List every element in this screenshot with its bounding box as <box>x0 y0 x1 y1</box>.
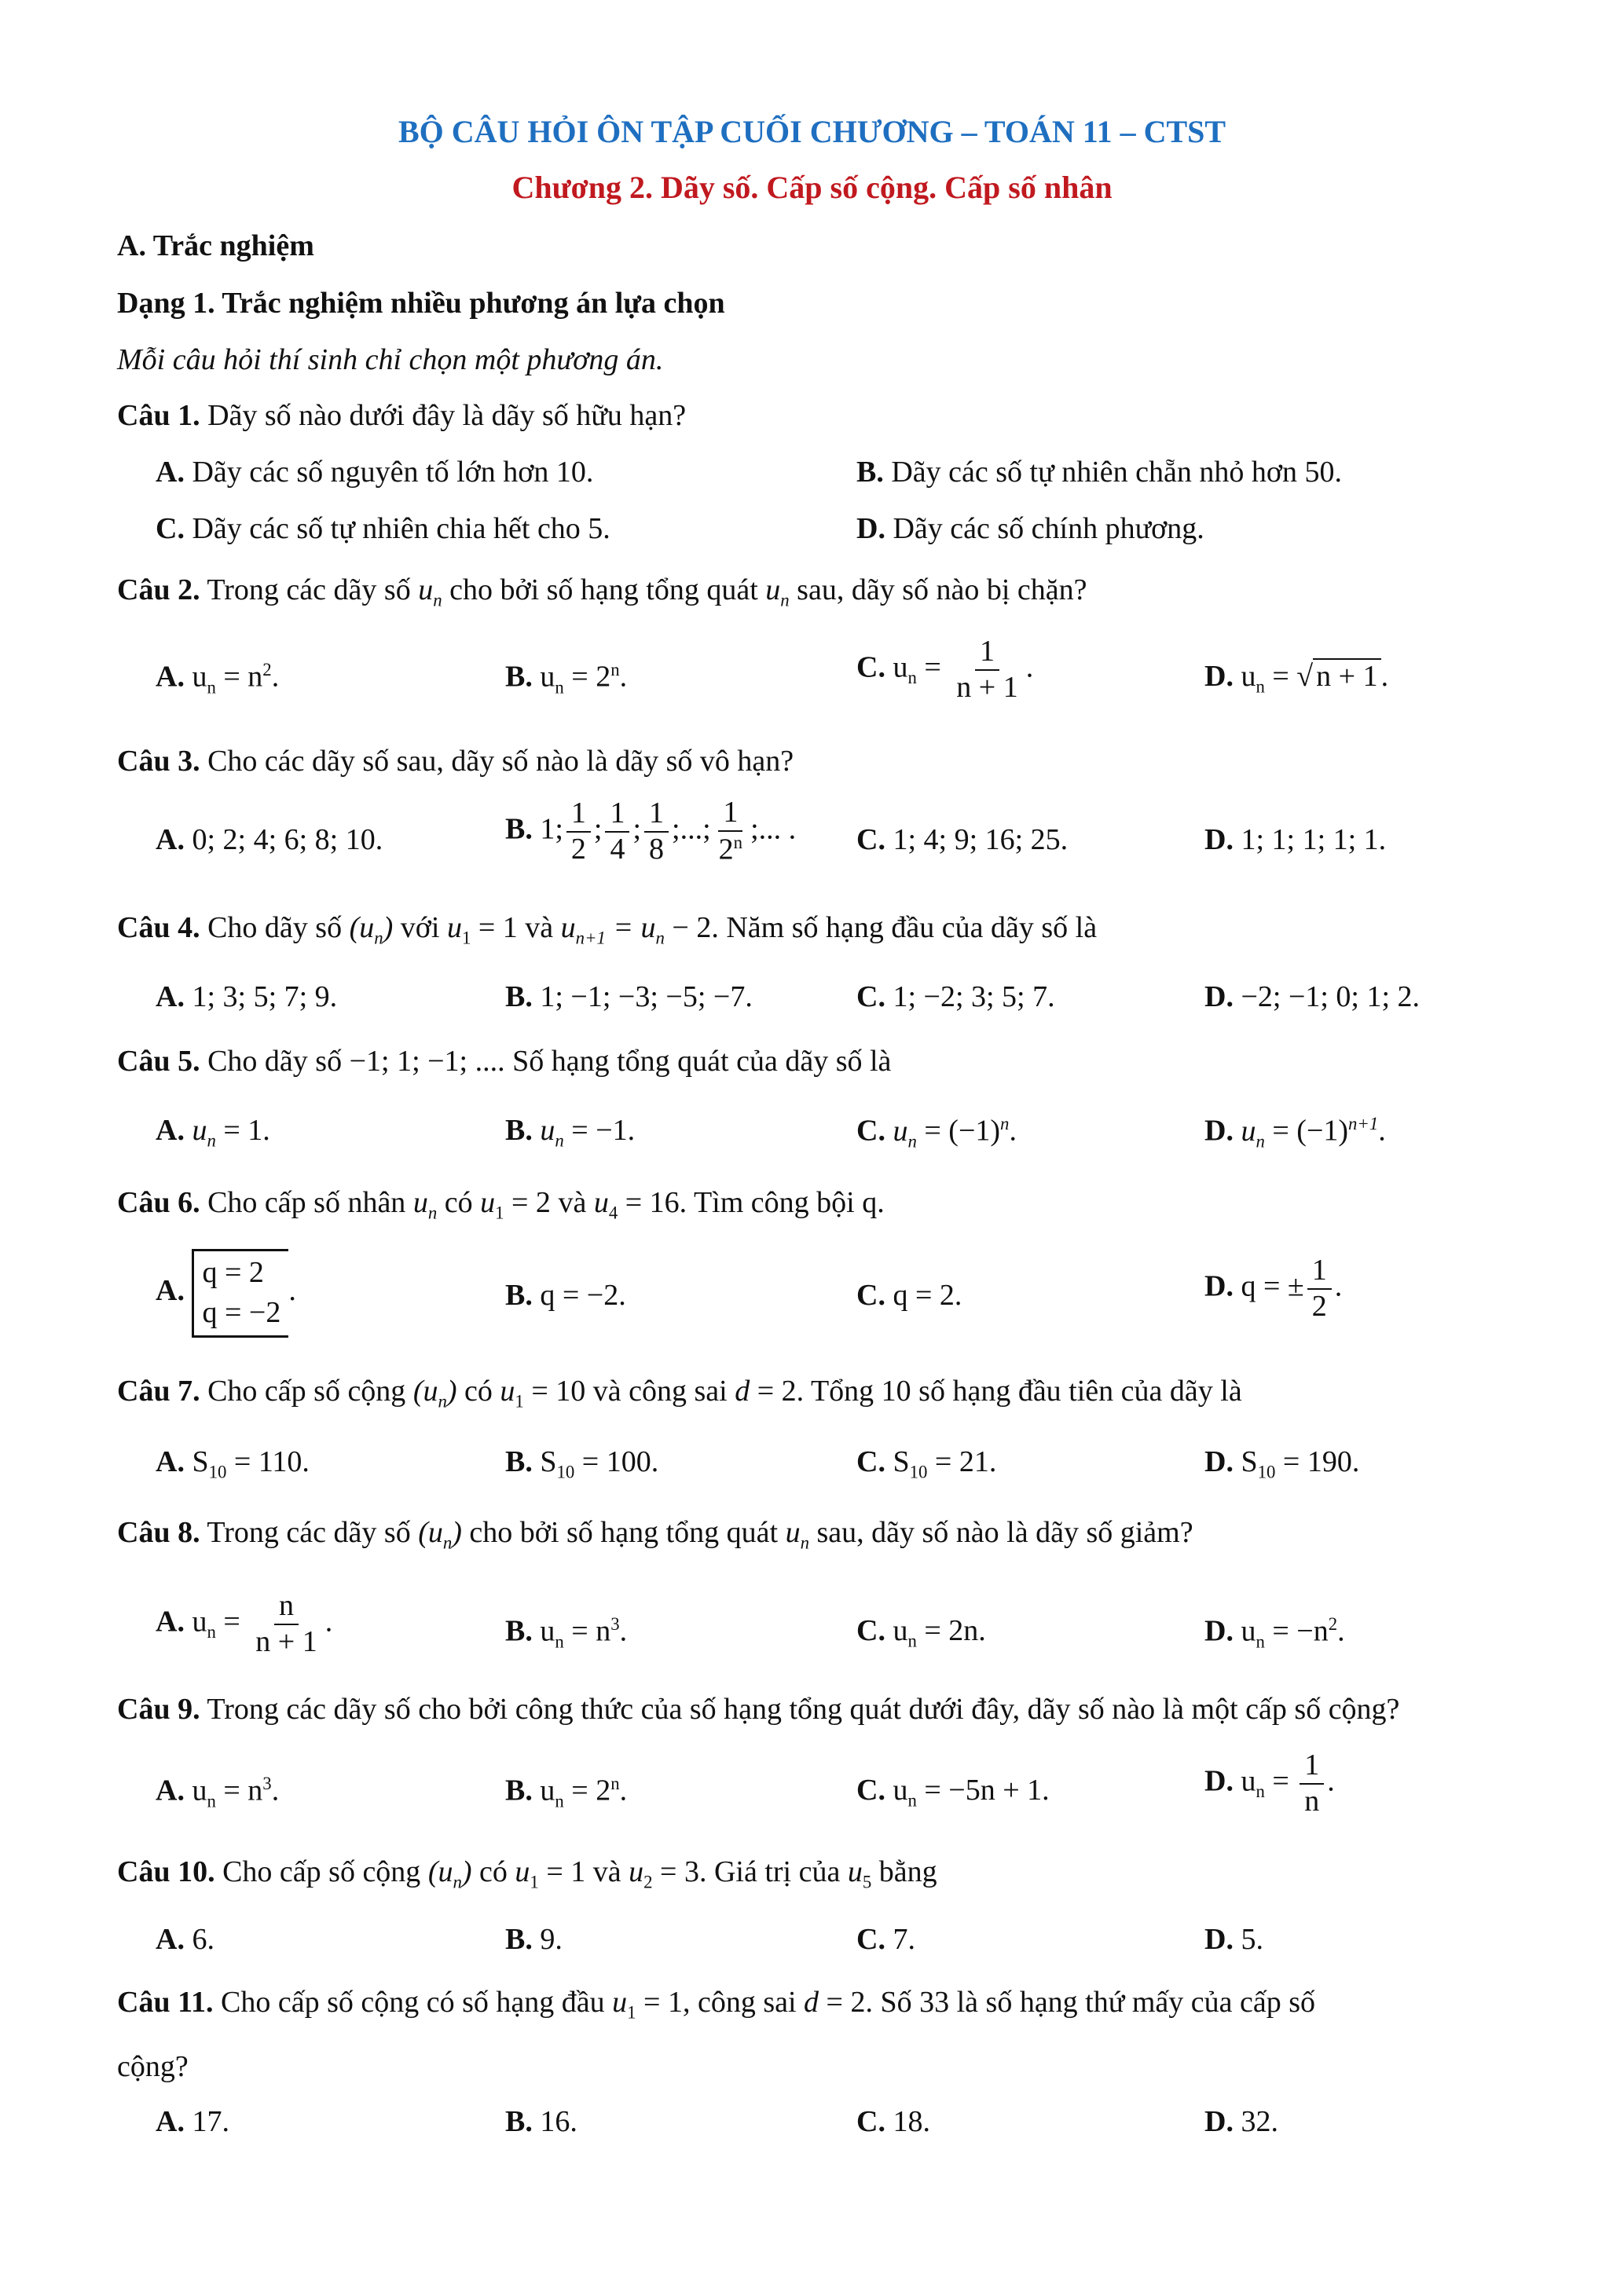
q4-option-c[interactable]: C. 1; −2; 3; 5; 7. <box>856 980 1055 1013</box>
question-8: Câu 8. Trong các dãy số $(u_n)$ cho bởi số hạng tổng quát $u_n$ sau, dãy số nào là dãy số giảm? <box>117 1516 1193 1553</box>
q10-option-d[interactable]: D. 5. <box>1204 1923 1263 1956</box>
q3-option-d[interactable]: D. 1; 1; 1; 1; 1. <box>1204 823 1387 856</box>
q6-option-b[interactable]: B. q = −2. <box>505 1279 626 1312</box>
q4-option-a[interactable]: A. 1; 3; 5; 7; 9. <box>156 980 338 1013</box>
question-3: Câu 3. Cho các dãy số sau, dãy số nào là dãy số vô hạn? <box>117 745 794 778</box>
q3-option-c[interactable]: C. 1; 4; 9; 16; 25. <box>856 823 1069 856</box>
question-4: Câu 4. Cho dãy số $(u_n)$ với $u_1 = 1$ và $u_{n+1} = u_n - 2$. Năm số hạng đầu của dãy số là <box>117 911 1098 948</box>
q3-option-a[interactable]: A. 0; 2; 4; 6; 8; 10. <box>156 823 383 856</box>
q5-option-c[interactable]: C. $u_n = (-1)^n$. <box>856 1114 1017 1152</box>
question-7: Câu 7. Cho cấp số cộng $(u_n)$ có $u_1 = 10$ và công sai d = 2. Tổng 10 số hạng đầu tiên của dãy là <box>117 1375 1242 1412</box>
q1-option-c[interactable]: C. Dãy các số tự nhiên chia hết cho 5. <box>156 512 610 545</box>
q6-option-d[interactable]: D. q = ± $\frac{1}{2}$ . <box>1204 1254 1343 1323</box>
question-label: Câu 1. <box>117 399 200 432</box>
document-subtitle: Chương 2. Dãy số. Cấp số cộng. Cấp số nhân <box>511 170 1113 205</box>
q6-option-c[interactable]: C. q = 2. <box>856 1279 962 1312</box>
q1-option-d[interactable]: D. Dãy các số chính phương. <box>856 512 1204 545</box>
q7-option-b[interactable]: B. $S_{10} = 100$. <box>505 1445 659 1482</box>
type-heading: Dạng 1. Trắc nghiệm nhiều phương án lựa chọn <box>117 287 725 320</box>
q9-option-c[interactable]: C. $u_n = -5n + 1$. <box>856 1774 1050 1811</box>
q10-option-a[interactable]: A. 6. <box>156 1923 214 1956</box>
q7-option-d[interactable]: D. $S_{10} = 190$. <box>1204 1445 1360 1482</box>
q11-option-b[interactable]: B. 16. <box>505 2105 577 2138</box>
q6-option-a[interactable]: A. q = 2 q = −2. <box>156 1249 296 1338</box>
q2-option-d[interactable]: D. $u_n$ = √ n + 1 . <box>1204 660 1389 697</box>
q3-option-b[interactable]: B. 1; $\frac{1}{2}$ ; $\frac{1}{4}$ ; $\frac{1}{8}$ ;...; $\frac{1}{2^n}$ ;... . <box>505 796 797 866</box>
q11-option-c[interactable]: C. 18. <box>856 2105 930 2138</box>
q8-option-c[interactable]: C. $u_n = 2n$. <box>856 1614 986 1651</box>
q9-option-d[interactable]: D. $u_n$ = $\frac{1}{n}$ . <box>1204 1749 1335 1818</box>
q9-option-a[interactable]: A. $u_n = n^3$. <box>156 1774 280 1811</box>
q7-option-c[interactable]: C. $S_{10} = 21$. <box>856 1445 997 1482</box>
q2-option-b[interactable]: B. $u_n = 2^n$. <box>505 660 628 698</box>
q5-option-a[interactable]: A. $u_n = 1$. <box>156 1114 270 1151</box>
q4-option-d[interactable]: D. −2; −1; 0; 1; 2. <box>1204 980 1421 1013</box>
q2-option-c[interactable]: C. $u_n$ = $\frac{1}{n + 1}$ . <box>856 635 1034 704</box>
question-11: Câu 11. Cho cấp số cộng có số hạng đầu $u_1 = 1$, công sai d = 2. Số 33 là số hạng thứ mấy của cấp số <box>117 1986 1316 2023</box>
q11-option-a[interactable]: A. 17. <box>156 2105 229 2138</box>
section-heading: A. Trắc nghiệm <box>117 229 314 262</box>
q10-option-b[interactable]: B. 9. <box>505 1923 563 1956</box>
question-text: Dãy số nào dưới đây là dãy số hữu hạn? <box>207 399 687 432</box>
document-title: BỘ CÂU HỎI ÔN TẬP CUỐI CHƯƠNG – TOÁN 11 – CTST <box>398 114 1226 149</box>
instruction: Mỗi câu hỏi thí sinh chỉ chọn một phương án. <box>117 343 664 376</box>
q1-option-a[interactable]: A. Dãy các số nguyên tố lớn hơn 10. <box>156 456 594 489</box>
q11-option-d[interactable]: D. 32. <box>1204 2105 1278 2138</box>
question-6: Câu 6. Cho cấp số nhân $u_n$ có $u_1 = 2$ và $u_4 = 16$. Tìm công bội q. <box>117 1186 885 1223</box>
q7-option-a[interactable]: A. $S_{10} = 110$. <box>156 1445 310 1482</box>
q8-option-d[interactable]: D. $u_n = -n^2$. <box>1204 1614 1345 1652</box>
q8-option-a[interactable]: A. $u_n$ = $\frac{n}{n + 1}$ . <box>156 1589 333 1658</box>
question-5: Câu 5. Cho dãy số −1; 1; −1; .... Số hạng tổng quát của dãy số là <box>117 1045 892 1078</box>
question-10: Câu 10. Cho cấp số cộng $(u_n)$ có $u_1 = 1$ và $u_2 = 3$. Giá trị của $u_5$ bằng <box>117 1855 937 1892</box>
q10-option-c[interactable]: C. 7. <box>856 1923 915 1956</box>
q1-option-b[interactable]: B. Dãy các số tự nhiên chẵn nhỏ hơn 50. <box>856 456 1342 489</box>
q8-option-b[interactable]: B. $u_n = n^3$. <box>505 1614 628 1652</box>
q5-option-d[interactable]: D. $u_n = (-1)^{n+1}$. <box>1204 1114 1386 1152</box>
q4-option-b[interactable]: B. 1; −1; −3; −5; −7. <box>505 980 753 1013</box>
question-1 <box>117 399 686 434</box>
q5-option-b[interactable]: B. $u_n = -1$. <box>505 1114 636 1151</box>
question-11-continued: cộng? <box>117 2050 189 2083</box>
q9-option-b[interactable]: B. $u_n = 2^n$. <box>505 1774 628 1811</box>
q2-option-a[interactable]: A. $u_n = n^2$. <box>156 660 280 698</box>
question-2: Câu 2. Trong các dãy số $u_n$ cho bởi số hạng tổng quát $u_n$ sau, dãy số nào bị chặn? <box>117 573 1087 610</box>
question-9: Câu 9. Trong các dãy số cho bởi công thức của số hạng tổng quát dưới đây, dãy số nào là một cấp số cộng? <box>117 1693 1400 1726</box>
